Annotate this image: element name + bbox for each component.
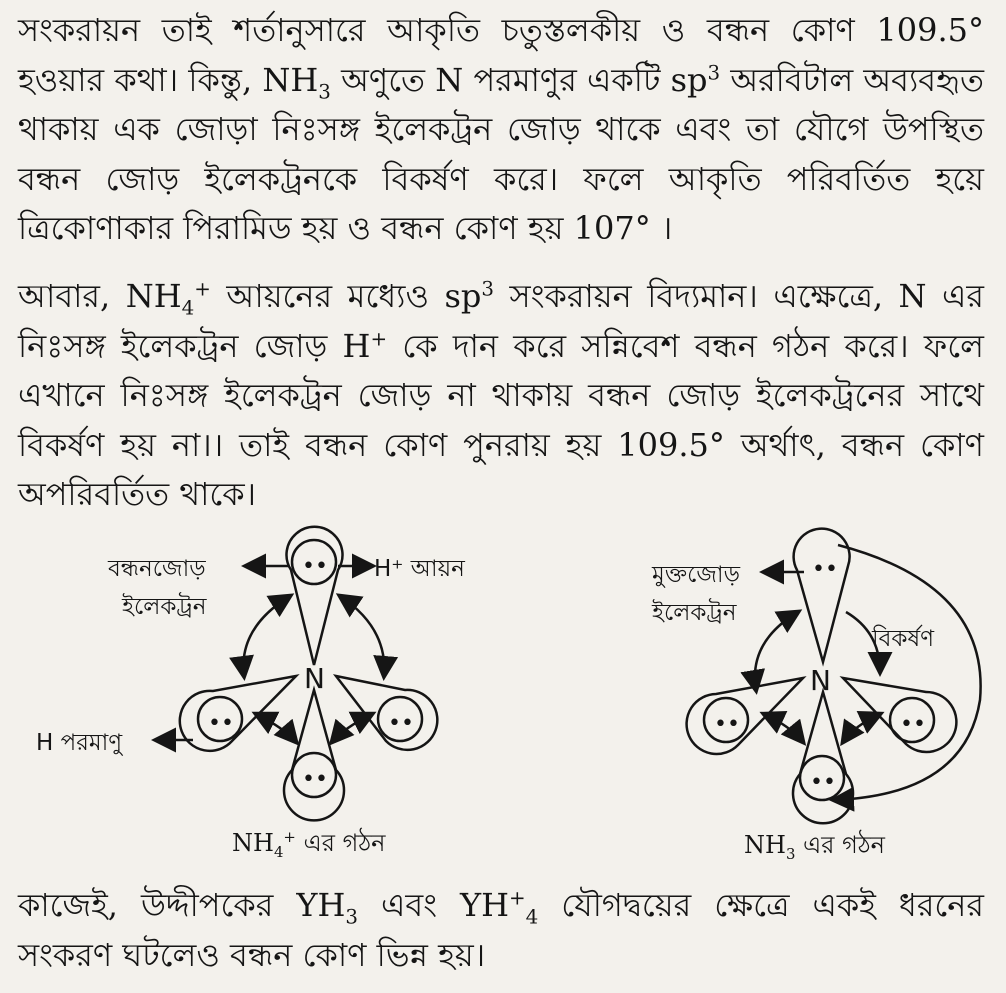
caption-nh3-rest: এর গঠন bbox=[795, 831, 886, 859]
nh4-pair-right: •• bbox=[388, 711, 414, 736]
nh4-pair-left: •• bbox=[208, 711, 234, 736]
caption-nh4-main: NH bbox=[232, 829, 274, 857]
nh3-pair-left: •• bbox=[714, 712, 740, 737]
p2-text-a: আবার, NH bbox=[18, 277, 182, 315]
caption-nh4-sup: + bbox=[283, 828, 296, 846]
label-lone-pair-line1: মুক্তজোড় bbox=[652, 562, 741, 588]
p2-sup-b: 3 bbox=[481, 277, 495, 301]
p1-text-b: অণুতে N পরমাণুর একটি sp bbox=[330, 60, 708, 99]
caption-nh3 bbox=[744, 830, 886, 863]
p3-text-c: যৌগদ্বয়ের ক্ষেত্রে একই ধরনের সংকরণ ঘটলেও বন্ধন কোণ ভিন্ন হয়। bbox=[18, 886, 984, 974]
label-h-atom: H পরমাণু bbox=[36, 730, 123, 756]
p1-text-c: অরবিটাল অব্যবহৃত থাকায় এক জোড়া নিঃসঙ্গ ইলেকট্রন জোড় থাকে এবং তা যৌগে উপস্থিত বন্ধন জোড় ইলেকট্রনকে বিকর্ষণ করে। ফলে আকৃতি পরিবর্তিত হয়ে ত্রিকোণাকার পিরামিড হয় ও বন্ধন কোণ হয় 107° । bbox=[18, 60, 984, 247]
p1-sup-b: 3 bbox=[707, 60, 721, 84]
paragraph-nh4-ion bbox=[18, 272, 984, 520]
p2-sup-c: + bbox=[370, 326, 388, 350]
caption-nh4-rest: এর গঠন bbox=[295, 829, 386, 857]
label-repulsion: বিকর্ষণ bbox=[872, 626, 935, 652]
p2-sub-a: 4 bbox=[181, 296, 195, 320]
paragraph-conclusion bbox=[18, 880, 984, 980]
p3-sub-a: 3 bbox=[345, 905, 359, 929]
caption-nh3-main: NH bbox=[744, 831, 786, 859]
nh3-n-atom: N bbox=[810, 664, 831, 697]
p2-text-b: আয়নের মধ্যেও sp bbox=[210, 277, 482, 315]
p2-text-c: সংকরায়ন বিদ্যমান। এক্ষেত্রে, N এর নিঃসঙ্গ ইলেকট্রন জোড় H bbox=[18, 277, 984, 365]
p3-text-b: এবং YH bbox=[358, 886, 510, 924]
p3-sup-b: + bbox=[509, 886, 526, 910]
nh4-pair-bottom: •• bbox=[302, 767, 328, 792]
p3-text-a: কাজেই, উদ্দীপকের YH bbox=[18, 886, 346, 924]
paragraph-sp3-nh3 bbox=[18, 6, 984, 254]
nh4-pair-top: •• bbox=[302, 554, 328, 579]
p2-text-d: কে দান করে সন্নিবেশ বন্ধন গঠন করে। ফলে এখানে নিঃসঙ্গ ইলেকট্রন জোড় না থাকায় বন্ধন জোড় ইলেকট্রনের সাথে বিকর্ষণ হয় না।। তাই বন্ধন কোণ পুনরায় হয় 109.5° অর্থাৎ, বন্ধন কোণ অপরিবর্তিত থাকে। bbox=[18, 326, 985, 513]
p2-sup-a: + bbox=[194, 277, 211, 301]
nh3-pair-bottom: •• bbox=[810, 770, 836, 795]
orbital-diagrams bbox=[0, 520, 1006, 880]
label-h-ion: H⁺ আয়ন bbox=[374, 556, 465, 582]
caption-nh3-sub: 3 bbox=[785, 844, 796, 863]
nh3-pair-right: •• bbox=[900, 712, 926, 737]
label-bond-pair-line2: ইলেকট্রন bbox=[122, 594, 207, 620]
p1-text-a: সংকরায়ন তাই শর্তানুসারে আকৃতি চতুস্তলকীয় ও বন্ধন কোণ 109.5° হওয়ার কথা। কিন্তু, NH bbox=[18, 11, 984, 99]
label-lone-pair-line2: ইলেকট্রন bbox=[652, 600, 737, 626]
p3-sub-b: 4 bbox=[525, 905, 539, 929]
label-bond-pair-line1: বন্ধনজোড় bbox=[108, 556, 206, 582]
nh4-n-atom: N bbox=[304, 662, 325, 695]
caption-nh4 bbox=[232, 828, 386, 861]
caption-nh4-sub: 4 bbox=[273, 842, 284, 861]
p1-sub-a: 3 bbox=[318, 79, 331, 103]
nh3-pair-top: •• bbox=[812, 557, 838, 582]
